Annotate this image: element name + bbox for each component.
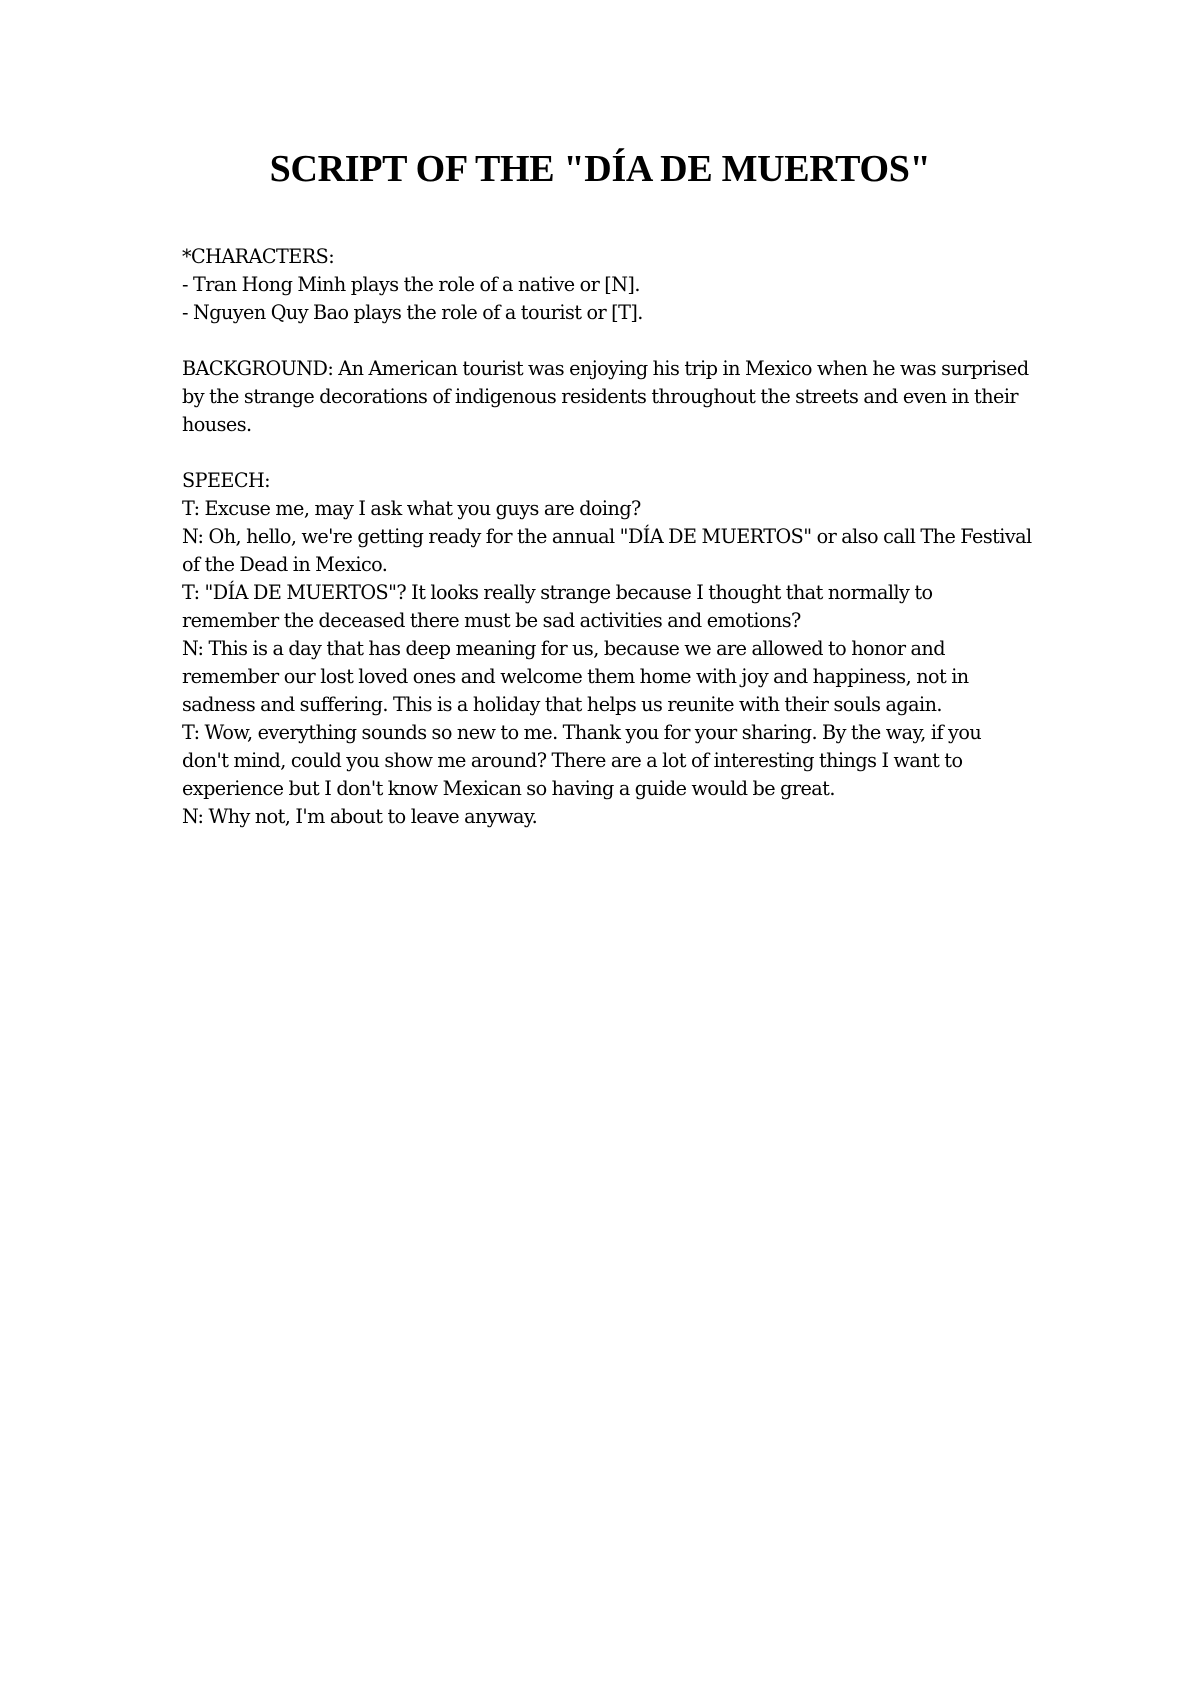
speech-line: T: Excuse me, may I ask what you guys are doing? [182, 497, 641, 520]
speech-section [182, 467, 1032, 831]
speech-line: N: Oh, hello, we're getting ready for the annual "DÍA DE MUERTOS" or also call The Festival of the Dead in Mexico. [182, 525, 1032, 576]
speech-line: N: Why not, I'm about to leave anyway. [182, 805, 538, 828]
speech-line: N: This is a day that has deep meaning for us, because we are allowed to honor and remember our lost loved ones and welcome them home with joy and happiness, not in sadness and suffering. This is a holiday that helps us reunite with their souls again. [182, 637, 969, 716]
character-line: - Nguyen Quy Bao plays the role of a tourist or [T]. [182, 301, 643, 324]
background-paragraph: BACKGROUND: An American tourist was enjoying his trip in Mexico when he was surprised by the strange decorations of indigenous residents throughout the streets and even in their houses. [182, 357, 1029, 436]
document-body [182, 243, 1032, 859]
document-title: SCRIPT OF THE "DÍA DE MUERTOS" [269, 148, 931, 190]
background-section [182, 355, 1032, 439]
characters-heading: *CHARACTERS: [182, 245, 335, 268]
character-line: - Tran Hong Minh plays the role of a native or [N]. [182, 273, 640, 296]
speech-line: T: "DÍA DE MUERTOS"? It looks really strange because I thought that normally to remember the deceased there must be sad activities and emotions? [182, 581, 933, 632]
characters-section [182, 243, 1032, 327]
speech-line: T: Wow, everything sounds so new to me. Thank you for your sharing. By the way, if you don't mind, could you show me around? There are a lot of interesting things I want to experience but I don't know Mexican so having a guide would be great. [182, 721, 982, 800]
speech-heading: SPEECH: [182, 469, 271, 492]
